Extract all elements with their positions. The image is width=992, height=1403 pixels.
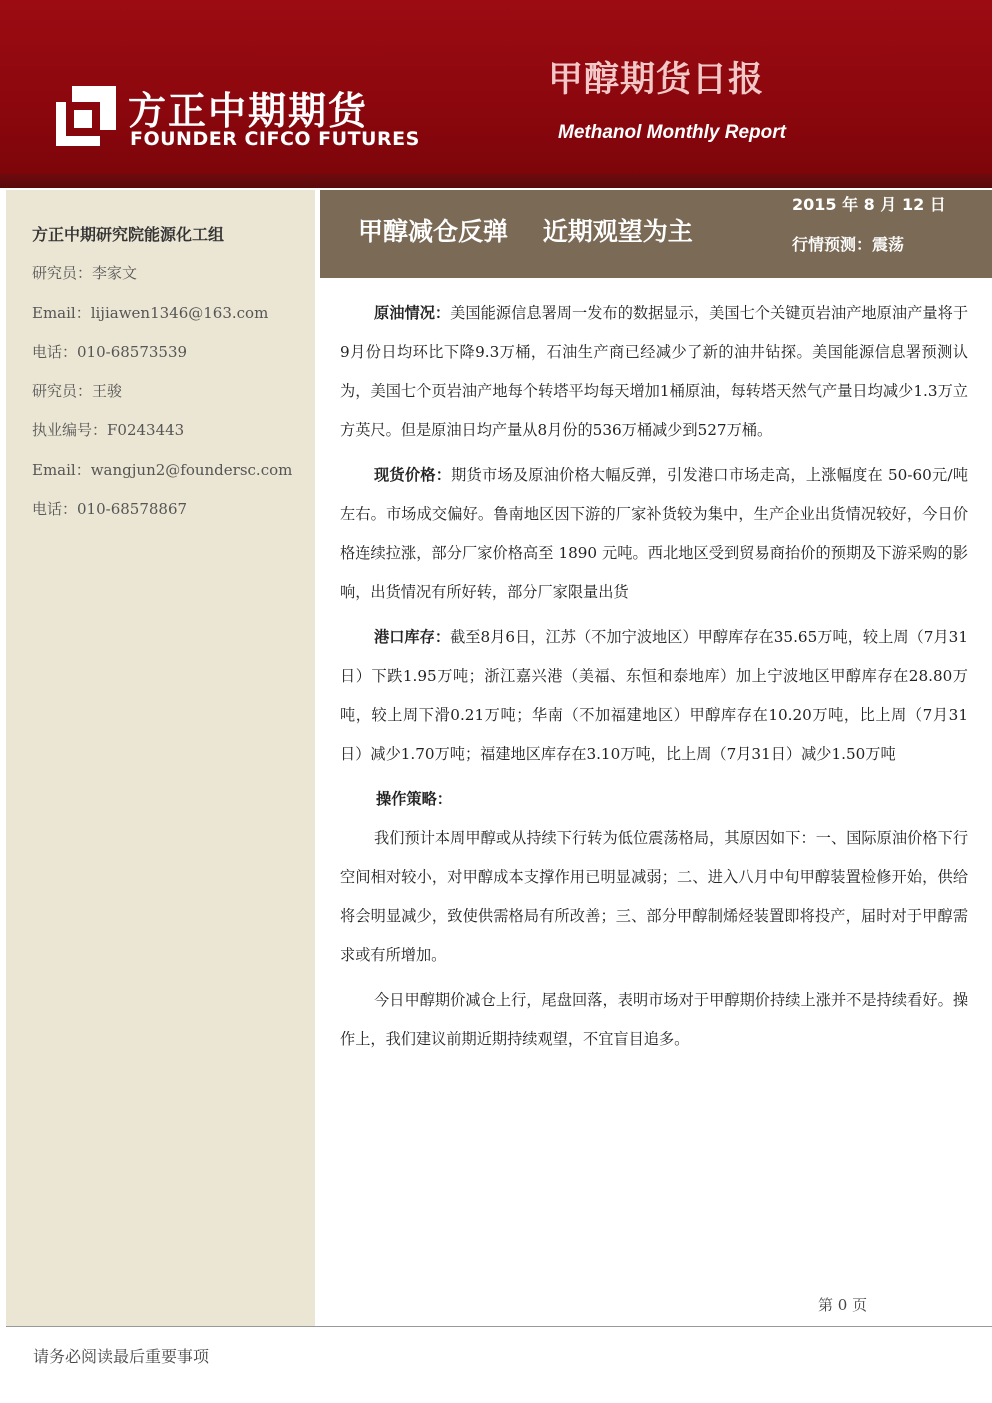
analyst-2-name: 研究员：王骏 <box>32 382 123 400</box>
spot-price-paragraph <box>340 456 968 612</box>
spot-price-text: 期货市场及原油价格大幅反弹，引发港口市场走高，上涨幅度在 50-60元/吨左右。市场成交偏好。鲁南地区因下游的厂家补货较为集中，生产企业出货情况较好，今日价格连续拉涨，部分厂家价格高至 1890 元吨。西北地区受到贸易商抬价的预期及下游采购的影响，出货情况有所好转，部分厂家限量出货 <box>340 466 969 601</box>
report-body <box>340 294 968 1065</box>
crude-oil-paragraph <box>340 294 968 450</box>
analyst-1-email: Email：lijiawen1346@163.com <box>32 304 269 322</box>
report-title: 甲醇期货日报 <box>548 60 765 100</box>
analyst-2-email: Email：wangjun2@foundersc.com <box>32 461 293 479</box>
analyst-1-phone: 电话：010-68573539 <box>32 343 188 361</box>
market-forecast: 行情预测：震荡 <box>792 235 905 254</box>
analyst-2-phone: 电话：010-68578867 <box>32 500 188 518</box>
port-inventory-paragraph <box>340 618 968 774</box>
footer-divider <box>6 1326 992 1327</box>
analyst-1-name: 研究员：李家文 <box>32 264 138 282</box>
company-name-en: FOUNDER CIFCO FUTURES <box>130 128 420 150</box>
crude-oil-label: 原油情况： <box>374 304 451 322</box>
report-headline: 甲醇减仓反弹 近期观望为主 <box>358 217 693 246</box>
port-inventory-text: 截至8月6日，江苏（不加宁波地区）甲醇库存在35.65万吨，较上周（7月31日）下跌1.95万吨；浙江嘉兴港（美福、东恒和泰地库）加上宁波地区甲醇库存在28.80万吨，较上周下滑0.21万吨；华南（不加福建地区）甲醇库存在10.20万吨，比上周（7月31日）减少1.70万吨；福建地区库存在3.10万吨，比上周（7月31日）减少1.50万吨 <box>340 628 968 763</box>
analyst-2-license: 执业编号：F0243443 <box>32 421 185 439</box>
analyst-sidebar <box>6 190 315 1326</box>
port-inventory-label: 港口库存： <box>374 628 451 646</box>
strategy-paragraph-2: 今日甲醇期价减仓上行，尾盘回落，表明市场对于甲醇期价持续上涨并不是持续看好。操作上，我们建议前期近期持续观望，不宜盲目追多。 <box>340 991 968 1048</box>
research-group-name: 方正中期研究院能源化工组 <box>32 225 225 244</box>
company-name-cn: 方正中期期货 <box>128 89 369 133</box>
page-number: 第 0 页 <box>818 1296 868 1314</box>
crude-oil-text: 美国能源信息署周一发布的数据显示，美国七个关键页岩油产地原油产量将于9月份日均环比下降9.3万桶，石油生产商已经减少了新的油井钻探。美国能源信息署预测认为，美国七个页岩油产地每个转塔平均每天增加1桶原油，每转塔天然气产量日均减少1.3万立方英尺。但是原油日均产量从8月份的536万桶减少到527万桶。 <box>340 304 969 439</box>
headline-banner <box>320 190 992 278</box>
report-subtitle: Methanol Monthly Report <box>558 122 786 143</box>
founder-logo-icon <box>56 86 116 146</box>
disclaimer-note: 请务必阅读最后重要事项 <box>33 1347 210 1366</box>
report-date: 2015 年 8 月 12 日 <box>792 195 946 214</box>
strategy-paragraph-1: 我们预计本周甲醇或从持续下行转为低位震荡格局，其原因如下：一、国际原油价格下行空间相对较小，对甲醇成本支撑作用已明显减弱；二、进入八月中旬甲醇装置检修开始，供给将会明显减少，致使供需格局有所改善；三、部分甲醇制烯烃装置即将投产，届时对于甲醇需求或有所增加。 <box>340 829 968 964</box>
header-shadow-band <box>0 174 992 188</box>
strategy-heading: 操作策略： <box>376 790 452 808</box>
spot-price-label: 现货价格： <box>374 466 452 484</box>
